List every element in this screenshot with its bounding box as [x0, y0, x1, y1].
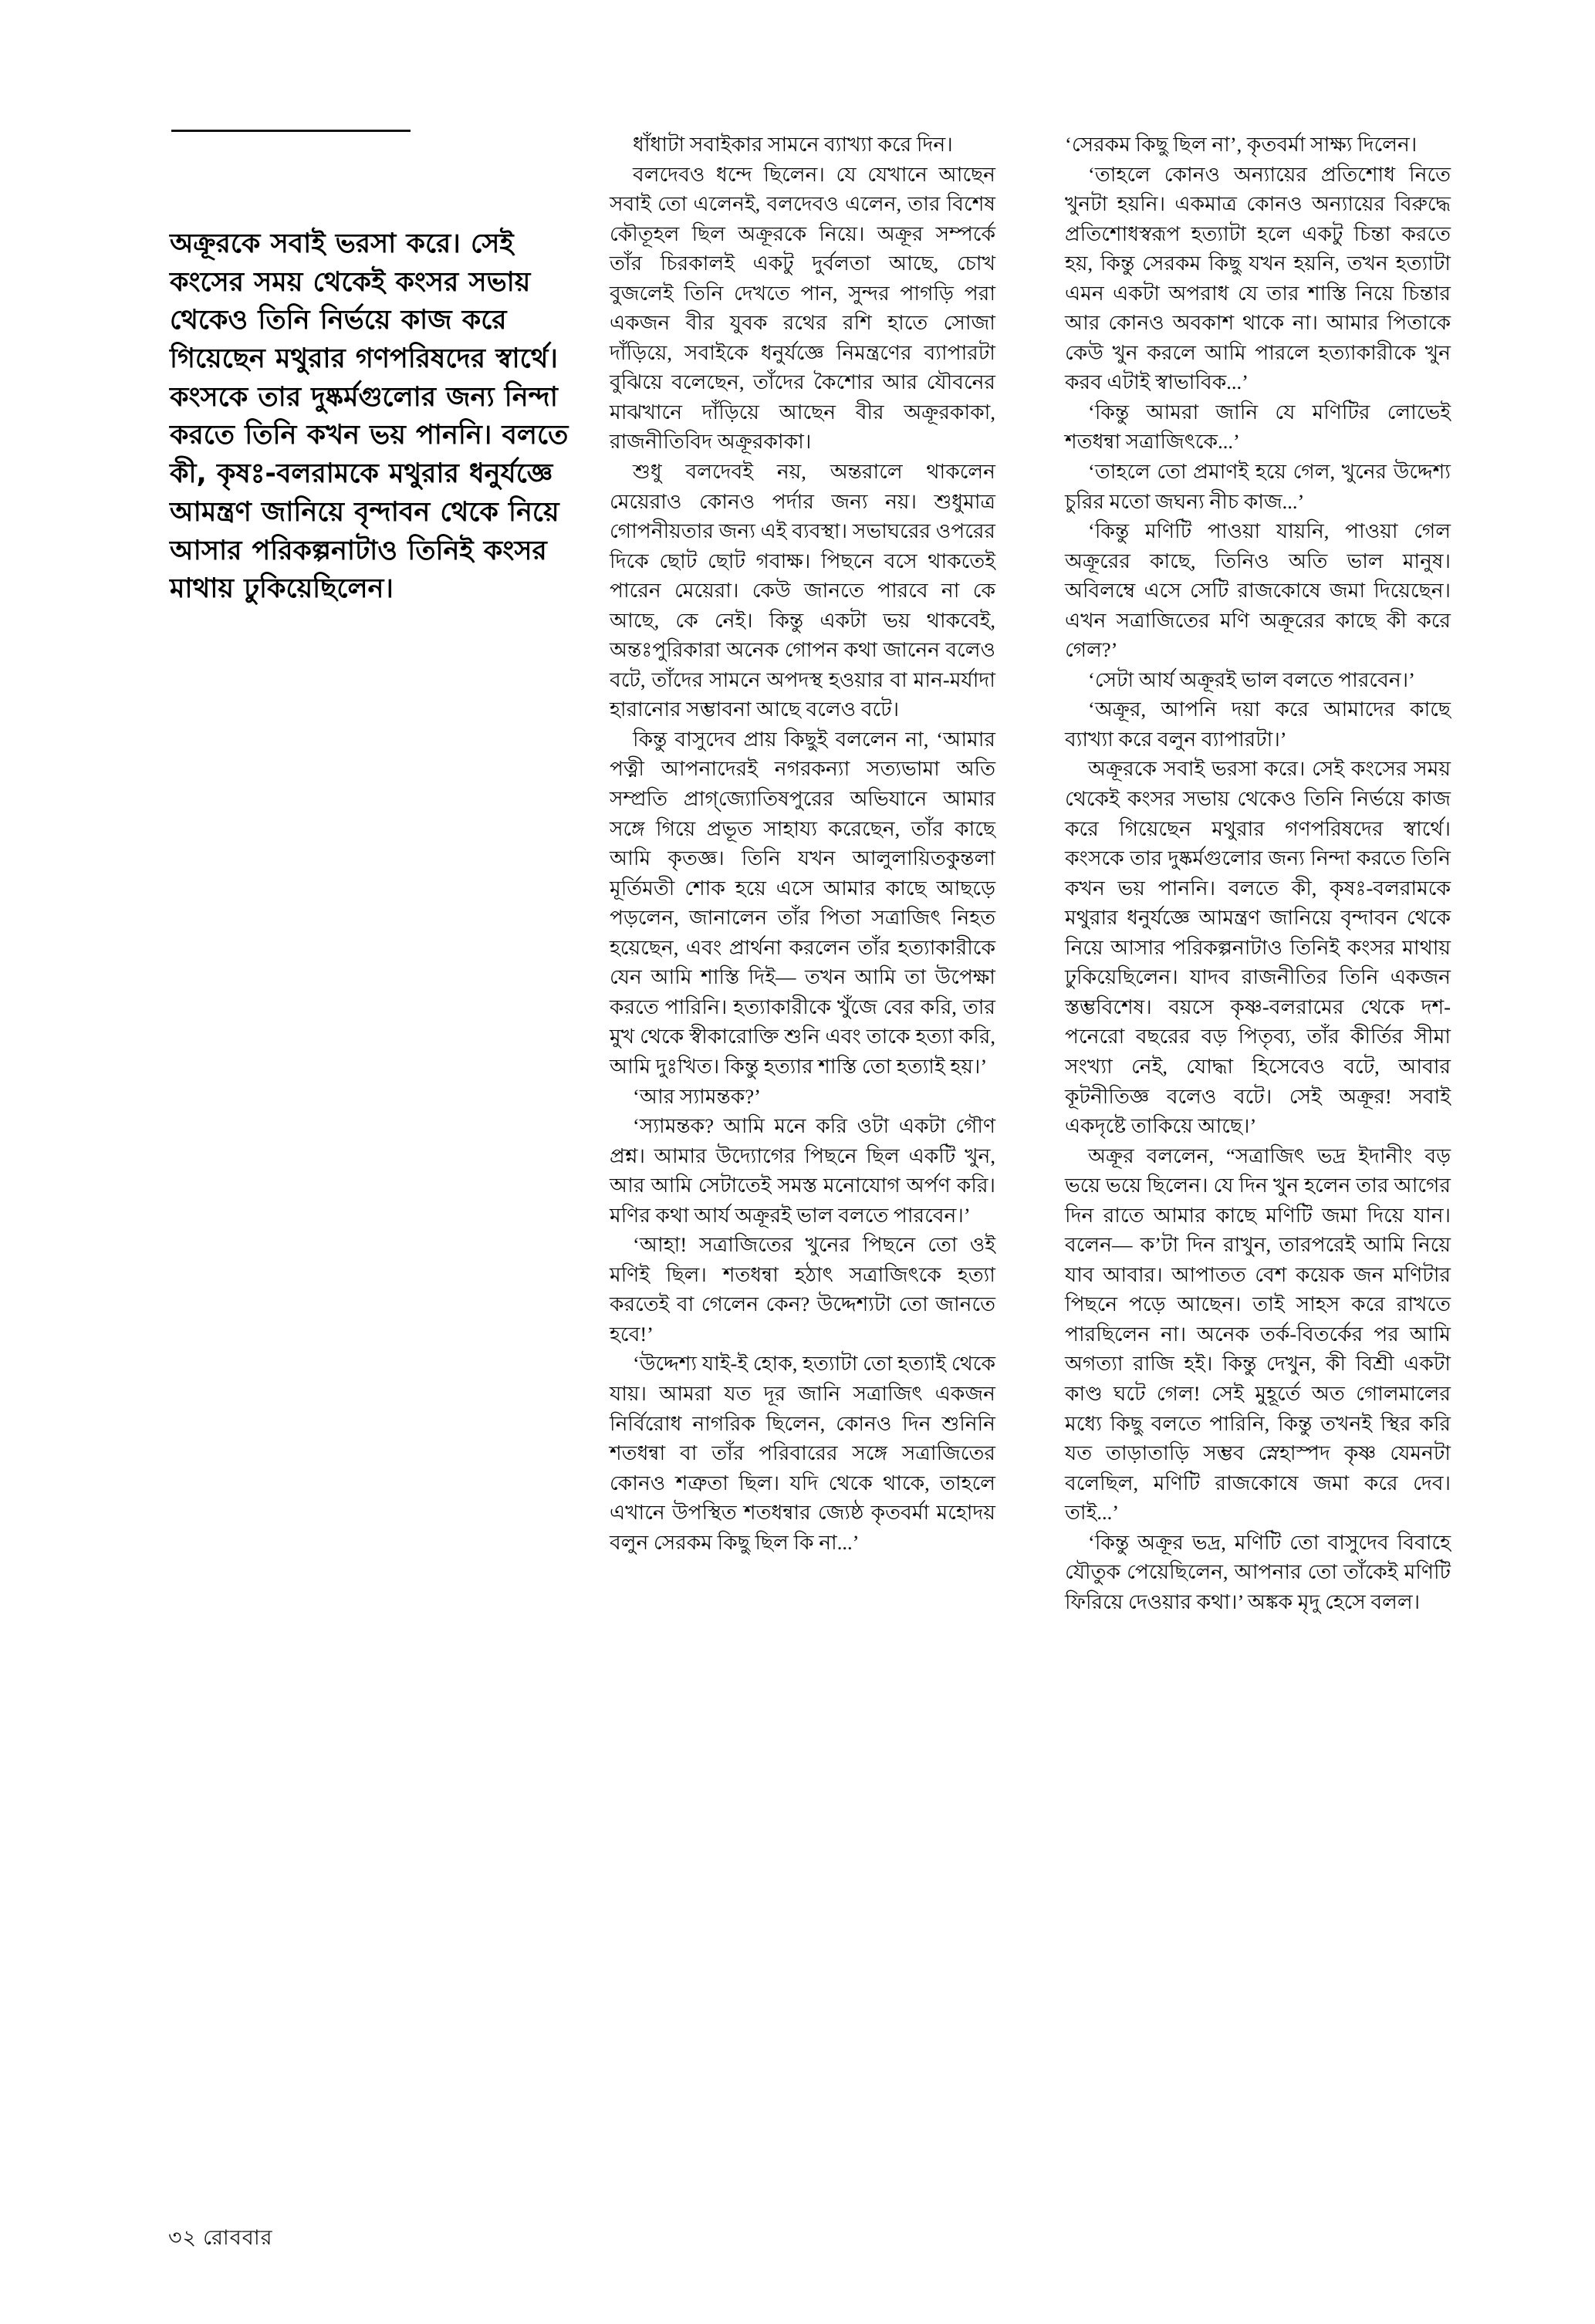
- paragraph: ‘স্যামন্তক? আমি মনে করি ওটা একটা গৌণ প্রশ্ন। আমার উদ্যোগের পিছনে ছিল একটি খুন, আর আমি সেটাতেই সমস্ত মনোযোগ অর্পণ করি। মণির কথা আর্য অক্রূরই ভাল বলতে পারবেন।’: [610, 1114, 995, 1227]
- pull-quote: অক্রূরকে সবাই ভরসা করে। সেই কংসের সময় থেকেই কংসর সভায় থেকেও তিনি নির্ভয়ে কাজ করে গিয়েছেন মথুরার গণপরিষদের স্বার্থে। কংসকে তার দুষ্কর্মগুলোর জন্য নিন্দা করতে তিনি কখন ভয় পাননি। বলতে কী, কৃষঃ-বলরামকে মথুরার ধনুর্যজ্ঞে আমন্ত্রণ জানিয়ে বৃন্দাবন থেকে নিয়ে আসার পরিকল্পনাটাও তিনিই কংসর মাথায় ঢুকিয়েছিলেন।: [170, 228, 569, 605]
- header-rule: [171, 130, 411, 132]
- column-right: [1065, 130, 1451, 1616]
- paragraph: ‘কিন্তু অক্রূর ভদ্র, মণিটি তো বাসুদেব বিবাহে যৌতুক পেয়েছিলেন, আপনার তো তাঁকেই মণিটি ফিরিয়ে দেওয়ার কথা।’ অঙ্কক মৃদু হেসে বলল।: [1065, 1530, 1451, 1613]
- paragraph: বলদেবও ধন্দে ছিলেন। যে যেখানে আছেন সবাই তো এলেনই, বলদেবও এলেন, তার বিশেষ কৌতূহল ছিল অক্রূরকে নিয়ে। অক্রূর সম্পর্কে তাঁর চিরকালই একটু দুর্বলতা আছে, চোখ বুজলেই তিনি দেখতে পান, সুন্দর পাগড়ি পরা একজন বীর যুবক রথের রশি হাতে সোজা দাঁড়িয়ে, সবাইকে ধনুর্যজ্ঞে নিমন্ত্রণের ব্যাপারটা বুঝিয়ে বলেছেন, তাঁদের কৈশোর আর যৌবনের মাঝখানে দাঁড়িয়ে আছেন বীর অক্রূরকাকা, রাজনীতিবিদ অক্রূরকাকা।: [610, 162, 995, 454]
- paragraph: কিন্তু বাসুদেব প্রায় কিছুই বললেন না, ‘আমার পত্নী আপনাদেরই নগরকন্যা সত্যভামা অতি সম্প্রতি প্রাগ্‌জ্যোতিষপুরের অভিযানে আমার সঙ্গে গিয়ে প্রভূত সাহায্য করেছেন, তাঁর কাছে আমি কৃতজ্ঞ। তিনি যখন আলুলায়িতকুন্তলা মূর্তিমতী শোক হয়ে এসে আমার কাছে আছড়ে পড়লেন, জানালেন তাঁর পিতা সত্রাজিৎ নিহত হয়েছেন, এবং প্রার্থনা করলেন তাঁর হত্যাকারীকে যেন আমি শাস্তি দিই— তখন আমি তা উপেক্ষা করতে পারিনি। হত্যাকারীকে খুঁজে বের করি, তার মুখ থেকে স্বীকারোক্তি শুনি এবং তাকে হত্যা করি, আমি দুঃখিত। কিন্তু হত্যার শাস্তি তো হত্যাই হয়।’: [610, 727, 995, 1078]
- paragraph: ‘সেটা আর্য অক্রূরই ভাল বলতে পারবেন।’: [1088, 667, 1415, 691]
- paragraph: অক্রূরকে সবাই ভরসা করে। সেই কংসের সময় থেকেই কংসর সভায় থেকেও তিনি নির্ভয়ে কাজ করে গিয়েছেন মথুরার গণপরিষদের স্বার্থে। কংসকে তার দুষ্কর্মগুলোর জন্য নিন্দা করতে তিনি কখন ভয় পাননি। বলতে কী, কৃষঃ-বলরামকে মথুরার ধনুর্যজ্ঞে আমন্ত্রণ জানিয়ে বৃন্দাবন থেকে নিয়ে আসার পরিকল্পনাটাও তিনিই কংসর মাথায় ঢুকিয়েছিলেন। যাদব রাজনীতির তিনি একজন স্তম্ভবিশেষ। বয়সে কৃষ্ণ-বলরামের থেকে দশ-পনেরো বছরের বড় পিতৃব্য, তাঁর কীর্তির সীমা সংখ্যা নেই, যোদ্ধা হিসেবেও বটে, আবার কূটনীতিজ্ঞ বলেও বটে। সেই অক্রূর! সবাই একদৃষ্টে তাকিয়ে আছে।’: [1065, 757, 1451, 1138]
- paragraph: ‘আহা! সত্রাজিতের খুনের পিছনে তো ওই মণিই ছিল। শতধন্বা হঠাৎ সত্রাজিৎকে হত্যা করতেই বা গেলেন কেন? উদ্দেশ্যটা তো জানতে হবে!’: [610, 1233, 995, 1346]
- paragraph: ‘উদ্দেশ্য যাই-ই হোক, হত্যাটা তো হত্যাই থেকে যায়। আমরা যত দূর জানি সত্রাজিৎ একজন নির্বিরোধ নাগরিক ছিলেন, কোনও দিন শুনিনি শতধন্বা বা তাঁর পরিবারের সঙ্গে সত্রাজিতের কোনও শত্রুতা ছিল। যদি থেকে থাকে, তাহলে এখানে উপস্থিত শতধন্বার জ্যেষ্ঠ কৃতবর্মা মহোদয় বলুন সেরকম কিছু ছিল কি না...’: [610, 1352, 995, 1554]
- paragraph: ‘তাহলে তো প্রমাণই হয়ে গেল, খুনের উদ্দেশ্য চুরির মতো জঘন্য নীচ কাজ...’: [1065, 460, 1451, 513]
- paragraph: ধাঁধাটা সবাইকার সামনে ব্যাখ্যা করে দিন।: [633, 133, 953, 156]
- paragraph: ‘কিন্তু মণিটি পাওয়া যায়নি, পাওয়া গেল অক্রূরের কাছে, তিনিও অতি ভাল মানুষ। অবিলম্বে এসে সেটি রাজকোষে জমা দিয়েছেন। এখন সত্রাজিতের মণি অক্রূরের কাছে কী করে গেল?’: [1065, 519, 1451, 662]
- paragraph: শুধু বলদেবই নয়, অন্তরালে থাকলেন মেয়েরাও কোনও পর্দার জন্য নয়। শুধুমাত্র গোপনীয়তার জন্য এই ব্যবস্থা। সভাঘরের ওপরের দিকে ছোট ছোট গবাক্ষ। পিছনে বসে থাকতেই পারেন মেয়েরা। কেউ জানতে পারবে না কে আছে, কে নেই। কিন্তু একটা ভয় থাকবেই, অন্তঃপুরিকারা অনেক গোপন কথা জানেন বলেও বটে, তাঁদের সামনে অপদস্থ হওয়ার বা মান-মর্যাদা হারানোর সম্ভাবনা আছে বলেও বটে।: [610, 460, 995, 721]
- paragraph: ‘আর স্যামন্তক?’: [633, 1084, 761, 1108]
- page-number: ৩২: [168, 2226, 198, 2250]
- page-footer: [168, 2222, 273, 2257]
- paragraph: ‘তাহলে কোনও অন্যায়ের প্রতিশোধ নিতে খুনটা হয়নি। একমাত্র কোনও অন্যায়ের বিরুদ্ধে প্রতিশোধস্বরূপ হত্যাটা হলে একটু চিন্তা করতে হয়, কিন্তু সেরকম কিছু যখন হয়নি, তখন হত্যাটা এমন একটা অপরাধ যে তার শাস্তি নিয়ে চিন্তার আর কোনও অবকাশ থাকে না। আমার পিতাকে কেউ খুন করলে আমি পারলে হত্যাকারীকে খুন করব এটাই স্বাভাবিক...’: [1065, 162, 1451, 394]
- paragraph: ‘অক্রূর, আপনি দয়া করে আমাদের কাছে ব্যাখ্যা করে বলুন ব্যাপারটা।’: [1065, 698, 1451, 751]
- paragraph: ‘সেরকম কিছু ছিল না’, কৃতবর্মা সাক্ষ্য দিলেন।: [1065, 133, 1418, 156]
- publication-name: রোববার: [203, 2226, 273, 2250]
- column-left: [610, 130, 995, 1557]
- body-columns: [610, 130, 1451, 2174]
- paragraph: অক্রূর বললেন, “সত্রাজিৎ ভদ্র ইদানীং বড় ভয়ে ভয়ে ছিলেন। যে দিন খুন হলেন তার আগের দিন রাতে আমার কাছে মণিটি জমা দিয়ে যান। বলেন— ক’টা দিন রাখুন, তারপরেই আমি নিয়ে যাব আবার। আপাতত বেশ কয়েক জন মণিটার পিছনে পড়ে আছেন। তাই সাহস করে রাখতে পারছিলেন না। অনেক তর্ক-বিতর্কের পর আমি অগত্যা রাজি হই। কিন্তু দেখুন, কী বিশ্রী একটা কাণ্ড ঘটে গেল! সেই মুহূর্তে অত গোলমালের মধ্যে কিছু বলতে পারিনি, কিন্তু তখনই স্থির করি যত তাড়াতাড়ি সম্ভব স্নেহাস্পদ কৃষ্ণ যেমনটা বলেছিল, মণিটি রাজকোষে জমা করে দেব। তাই...’: [1065, 1143, 1451, 1525]
- paragraph: ‘কিন্তু আমরা জানি যে মণিটির লোভেই শতধন্বা সত্রাজিৎকে...’: [1065, 400, 1451, 454]
